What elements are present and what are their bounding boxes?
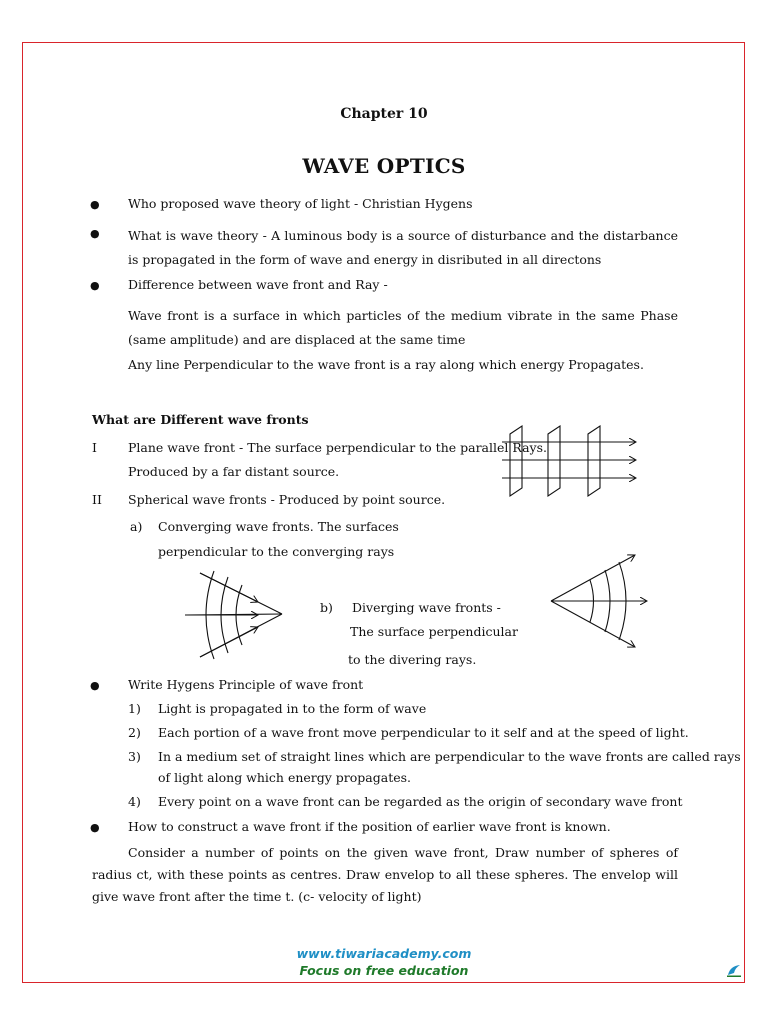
hygens-point-1: Light is propagated in to the form of wave: [158, 701, 427, 716]
hygens-point-3: In a medium set of straight lines which are perpendicular to the wave fronts are called rays: [158, 749, 741, 764]
bullet-icon: ●: [90, 227, 100, 240]
diverging-text-2: The surface perpendicular: [350, 624, 518, 639]
bullet-icon: ●: [90, 198, 100, 211]
logo-icon: [726, 962, 742, 978]
chapter-label: Chapter 10: [340, 106, 428, 122]
section-heading-wavefronts: What are Different wave fronts: [92, 412, 309, 427]
bullet-who-proposed: Who proposed wave theory of light - Christian Hygens: [128, 196, 473, 211]
converging-text-1: Converging wave fronts. The surfaces: [158, 519, 399, 534]
ray-definition: Any line Perpendicular to the wave front is a ray along which energy Propagates.: [128, 357, 644, 372]
plane-front-3: [588, 426, 600, 496]
diverging-text-3: to the divering rays.: [348, 652, 477, 667]
plane-wavefront-source: Produced by a far distant source.: [128, 464, 340, 479]
roman-i: I: [92, 440, 97, 455]
item-b-label: b): [320, 600, 333, 615]
hygens-num-4: 4): [128, 794, 141, 809]
hygens-point-3-cont: of light along which energy propagates.: [158, 770, 412, 785]
plane-front-2: [548, 426, 560, 496]
roman-ii: II: [92, 492, 102, 507]
spherical-wavefront-text: Spherical wave fronts - Produced by point source.: [128, 492, 446, 507]
footer-url[interactable]: www.tiwariacademy.com: [296, 946, 472, 961]
bullet-construct: How to construct a wave front if the position of earlier wave front is known.: [128, 819, 611, 834]
bullet-wave-theory: What is wave theory - A luminous body is a source of disturbance and the distarbance is propagated in the form of wave and energy in disributed in all directons: [128, 228, 678, 267]
hygens-num-3: 3): [128, 749, 141, 764]
plane-wavefront-text: Plane wave front - The surface perpendicular to the parallel Rays.: [128, 440, 547, 455]
footer-tagline: Focus on free education: [299, 963, 469, 978]
converging-text-2: perpendicular to the converging rays: [158, 544, 395, 559]
bullet-icon: ●: [90, 679, 100, 692]
diverging-text-1: Diverging wave fronts -: [352, 600, 501, 615]
plane-front-1: [510, 426, 522, 496]
bullet-difference: Difference between wave front and Ray -: [128, 277, 388, 292]
hygens-point-4: Every point on a wave front can be regarded as the origin of secondary wave front: [158, 794, 683, 809]
converging-wavefront-diagram: [180, 565, 295, 665]
hygens-num-1: 1): [128, 701, 141, 716]
hygens-point-2: Each portion of a wave front move perpendicular to it self and at the speed of light.: [158, 725, 689, 740]
bullet-icon: ●: [90, 279, 100, 292]
construct-paragraph: Consider a number of points on the given wave front, Draw number of spheres of radius ct, with these points as centres. Draw envelop to all these spheres. The envelop will give wave front after the time t. (c- velocity of light): [92, 845, 678, 904]
page-title: WAVE OPTICS: [302, 154, 466, 178]
diverging-wavefront-diagram: [545, 550, 655, 655]
plane-wavefront-diagram: [500, 418, 650, 503]
hygens-num-2: 2): [128, 725, 141, 740]
wavefront-definition: Wave front is a surface in which particles of the medium vibrate in the same Phase (same amplitude) and are displaced at the same time: [128, 308, 678, 347]
item-a-label: a): [130, 519, 143, 534]
bullet-hygens: Write Hygens Principle of wave front: [128, 677, 364, 692]
bullet-icon: ●: [90, 821, 100, 834]
